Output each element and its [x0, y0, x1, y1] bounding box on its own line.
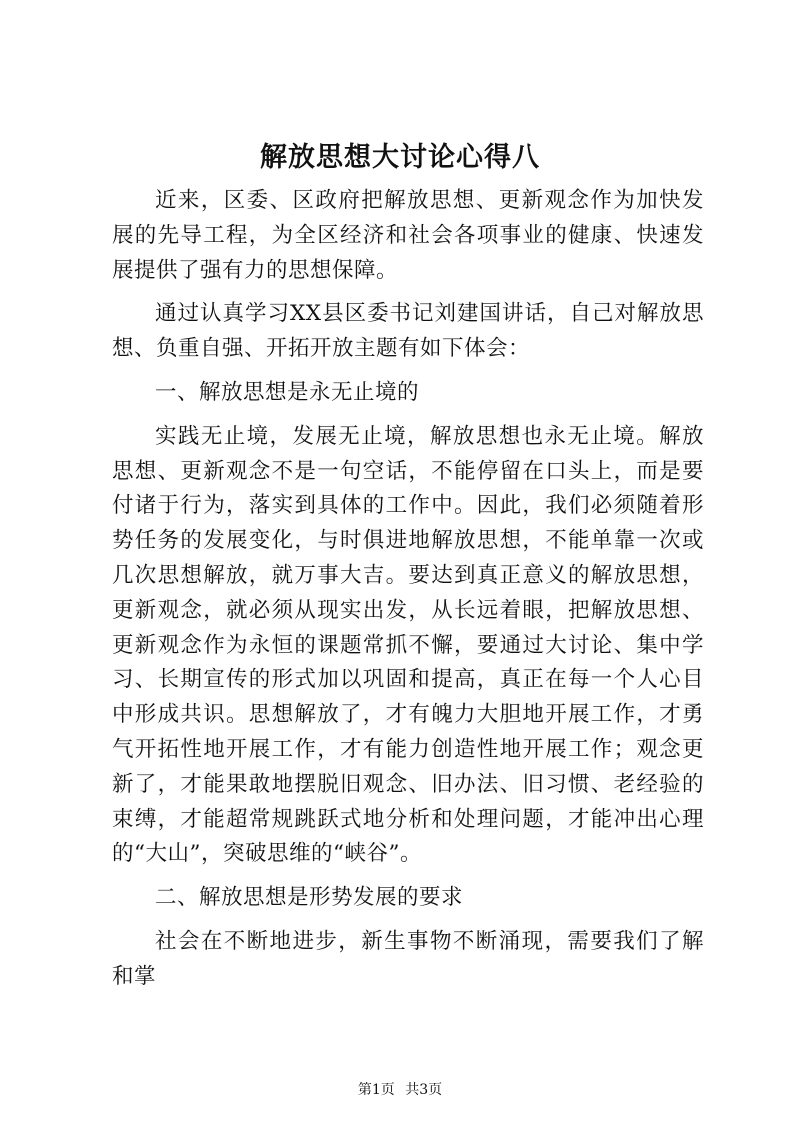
- document-body: [112, 184, 704, 1004]
- paragraph-section-2: 社会在不断地进步，新生事物不断涌现，需要我们了解和掌: [112, 928, 704, 989]
- page-footer: [0, 1080, 800, 1100]
- section-heading-1: 一、解放思想是永无止境的: [155, 379, 420, 405]
- page-number: 第1页: [357, 1082, 395, 1098]
- page-total: 共3页: [405, 1082, 443, 1098]
- paragraph-study: 通过认真学习XX县区委书记刘建国讲话，自己对解放思想、负重自强、开拓开放主题有如下体会：: [112, 301, 704, 362]
- section-heading-2: 二、解放思想是形势发展的要求: [155, 885, 464, 911]
- paragraph-intro: 近来，区委、区政府把解放思想、更新观念作为加快发展的先导工程，为全区经济和社会各项事业的健康、快速发展提供了强有力的思想保障。: [112, 188, 704, 283]
- document-title: 解放思想大讨论心得八: [260, 142, 540, 173]
- paragraph-section-1: 实践无止境，发展无止境，解放思想也永无止境。解放思想、更新观念不是一句空话，不能停留在口头上，而是要付诸于行为，落实到具体的工作中。因此，我们必须随着形势任务的发展变化，与时俱进地解放思想，不能单靠一次或几次思想解放，就万事大吉。要达到真正意义的解放思想，更新观念，就必须从现实出发，从长远着眼，把解放思想、更新观念作为永恒的课题常抓不懈，要通过大讨论、集中学习、长期宣传的形式加以巩固和提高，真正在每一个人心目中形成共识。思想解放了，才有魄力大胆地开展工作，才勇气开拓性地开展工作，才有能力创造性地开展工作；观念更新了，才能果敢地摆脱旧观念、旧办法、旧习惯、老经验的束缚，才能超常规跳跃式地分析和处理问题，才能冲出心理的“大山”，突破思维的“峡谷”。: [112, 423, 704, 867]
